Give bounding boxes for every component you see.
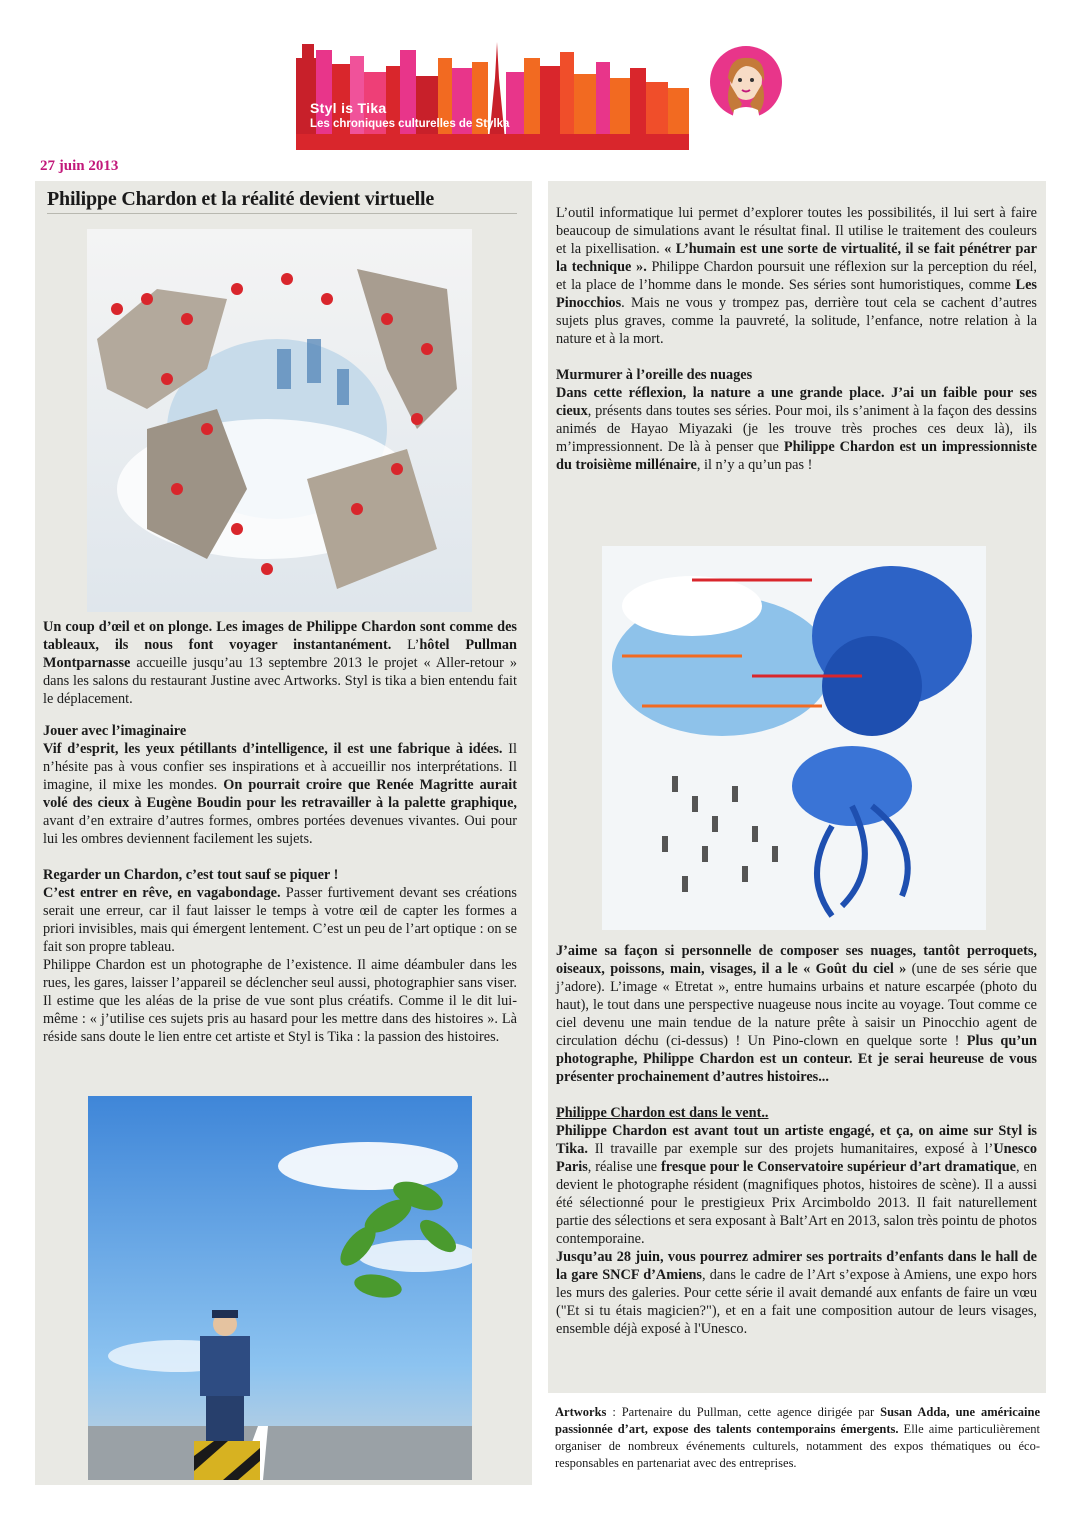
- artwork-etretat-image: [87, 229, 472, 612]
- section-imaginaire: Jouer avec l’imaginaire Vif d’esprit, les yeux pétillants d’intelligence, il est une fabrique à idées. Il n’hésite pas à vous confier ses inspirations et à accueillir nos interprétations. Il imagine, il mixe les mondes. On pourrait croire que Renée Magritte aurait volé des cieux à Eugène Boudin pour les retravailler à la palette graphique, avant d’en extraire d’autres formes, ombres portées devenues vivantes. Oui pour lui les ombres deviennent facilement les sujets. Regarder un Chardon, c’est tout sauf se piquer ! C’est entrer en rêve, en vagabondage. Passer furtivement devant ses créations serait une erreur, car il faut laisser le temps à votre œil de capter les formes a priori invisibles, mais qui émergent lentement. C’est un peu de l’art optique : on se fait son propre tableau. Philippe Chardon est un photographe de l’existence. Il aime déambuler dans les rues, les gares, laisser l’appareil se déclencher seul aussi, photographier sans viser. Il estime que les aléas de la prise de vue sont plus créatifs. Comme il le dit lui-même : « j’utilise ces sujets pris au hasard pour les mettre dans des histoires ». Là réside sans doute le lien entre cet artiste et Styl is Tika : la passion des histoires.: [43, 723, 517, 1045]
- site-banner: [296, 38, 689, 150]
- article-headline: Philippe Chardon et la réalité devient virtuelle: [47, 188, 435, 210]
- headline-rule: [47, 213, 517, 214]
- banner-subtitle: Les chroniques culturelles de Stylka: [310, 118, 510, 130]
- right-column: [548, 181, 1046, 1393]
- artwork-gout-du-ciel-image: [602, 546, 986, 930]
- stylka-avatar: [708, 44, 784, 120]
- intro-paragraph: Un coup d’œil et on plonge. Les images de Philippe Chardon sont comme des tableaux, ils nous font voyager instantanément. L’hôtel Pullman Montparnasse accueille jusqu’au 13 septembre 2013 le projet « Aller-retour » dans les salons du restaurant Justine avec Artworks. Styl is tika a bien entendu fait le déplacement.: [43, 619, 518, 707]
- artwork-pinocchio-agent-image: [88, 1096, 472, 1480]
- artworks-footnote: Artworks : Partenaire du Pullman, cette agence dirigée par Susan Adda, une américaine passionnée d’art, expose des talents contemporains émergents. Elle aime particulièrement organiser de nombreux événements culturels, notamment des expos thématiques ou éco-responsables en partenariat avec des entreprises.: [555, 1405, 1040, 1470]
- paragraph-gout-du-ciel: J’aime sa façon si personnelle de composer ses nuages, tantôt perroquets, oiseaux, poissons, main, visages, il a le « Goût du ciel » (une de ses série que j’adore). L’image « Etretat », entre humains urbains et nature escarpée (photo du haut), le tout dans une perspective nuageuse nous incite au voyage. Tout comme ce ciel devenu une main tendue de la nature prête à saisir un Pinocchio agent de circulation déchu (ci-dessus) ! Un Pino-clown en quelque sorte ! Plus qu’un photographe, Philippe Chardon est un conteur. Et je serai heureuse de vous présenter prochainement d’autres histoires... Philippe Chardon est dans le vent.. Philippe Chardon est avant tout un artiste engagé, et ça, on aime sur Styl is Tika. Il travaille par exemple sur des projets humanitaires, exposé à l’Unesco Paris, réalise une fresque pour le Conservatoire supérieur d’art dramatique, en devient le photographe résident (magnifiques photos, histoires de scène). Il a aussi été sélectionné pour le prestigieux Prix Arcimboldo 2013. Il fait naturellement partie des sélections et sera exposant à Balt’Art en 2013, salon très pointu de photos contemporaine. Jusqu’au 28 juin, vous pourrez admirer ses portraits d’enfants dans le hall de la gare SNCF d’Amiens, dans le cadre de l’Art s’expose à Amiens, une expo hors les murs des galeries. Pour cette série il avait demandé aux enfants de faire un vœu ("Et si tu étais magicien?"), et en a fait une composition autour de leurs visages, ensemble déjà exposé à l'Unesco.: [556, 943, 1038, 1337]
- banner-title: Styl is Tika: [310, 100, 387, 116]
- left-column: [35, 181, 532, 1485]
- section-title: Murmurer à l’oreille des nuages: [556, 367, 753, 383]
- paris-skyline-logo: [296, 38, 689, 150]
- section-title: Philippe Chardon est dans le vent..: [556, 1105, 769, 1121]
- section-title: Regarder un Chardon, c’est tout sauf se piquer !: [43, 867, 339, 883]
- section-title: Jouer avec l’imaginaire: [43, 723, 187, 739]
- paragraph-outil-informatique: L’outil informatique lui permet d’explorer toutes les possibilités, il lui sert à faire beaucoup de simulations avant le résultat final. Il utilise le traitement des couleurs et la pixellisation. « L’humain est une sorte de virtualité, il se fait pénétrer par la technique ». Philippe Chardon poursuit une réflexion sur la perception du réel, et la place de l’homme dans le monde. Ses séries sont humoristiques, comme Les Pinocchios. Mais ne vous y trompez pas, derrière tout cela se cachent d’autres sujets plus graves, comme la pauvreté, la solitude, l’enfance, notre relation à la nature et à la mort. Murmurer à l’oreille des nuages Dans cette réflexion, la nature a une grande place. J’ai un faible pour ses cieux, présents dans toutes ses séries. Pour moi, ils s’animent à la façon des dessins animés de Hayao Miyazaki (je les trouve très proches ces deux là), ils m’impressionnent. De là à penser que Philippe Chardon est un impressionniste du troisième millénaire, il n’y a qu’un pas !: [556, 205, 1037, 473]
- publication-date: 27 juin 2013: [40, 158, 119, 174]
